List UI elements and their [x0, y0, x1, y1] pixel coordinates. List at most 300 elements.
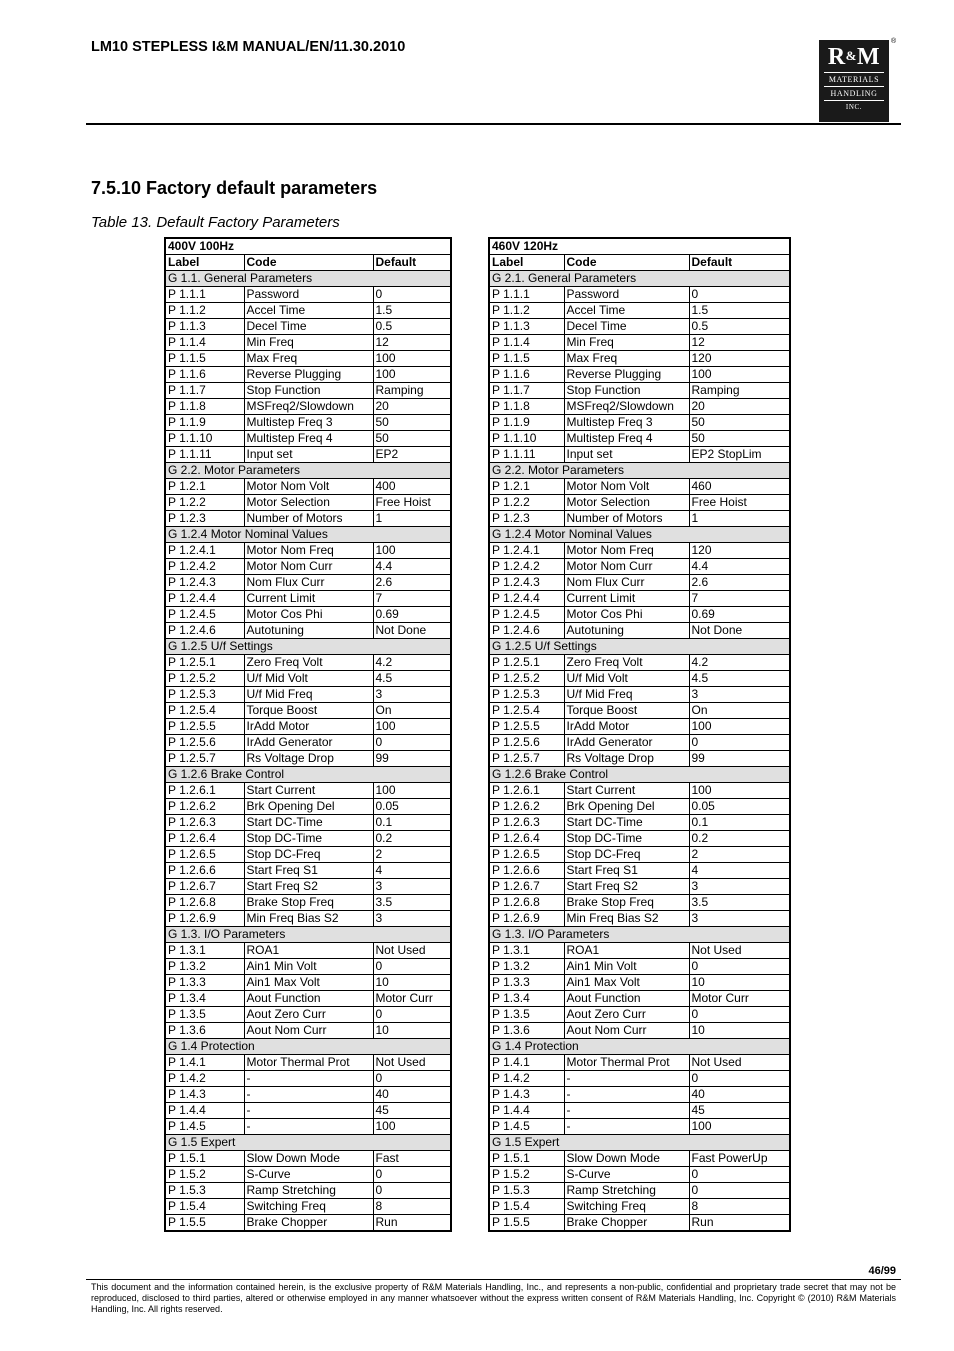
table-row [165, 511, 451, 527]
table-row [489, 1199, 790, 1215]
param-label: P 1.2.5.2 [165, 671, 244, 687]
table-row [489, 655, 790, 671]
table-row [165, 895, 451, 911]
table-row [165, 879, 451, 895]
param-default: 45 [689, 1103, 790, 1119]
table-row [165, 623, 451, 639]
param-code: Motor Nom Curr [244, 559, 373, 575]
param-code: Motor Nom Volt [244, 479, 373, 495]
param-label: P 1.1.2 [165, 303, 244, 319]
table-row [165, 287, 451, 303]
param-default: 1.5 [689, 303, 790, 319]
param-label: P 1.2.3 [489, 511, 564, 527]
param-default: 10 [689, 975, 790, 991]
param-label: P 1.4.1 [489, 1055, 564, 1071]
param-label: P 1.1.10 [165, 431, 244, 447]
param-default: 0 [373, 1183, 451, 1199]
param-code: - [564, 1087, 689, 1103]
param-default: Run [373, 1215, 451, 1232]
param-code: Brake Chopper [564, 1215, 689, 1232]
column-header: Label [165, 255, 244, 271]
table-caption: Table 13. Default Factory Parameters [91, 214, 340, 231]
param-code: Nom Flux Curr [244, 575, 373, 591]
param-label: P 1.2.6.6 [489, 863, 564, 879]
param-code: Motor Thermal Prot [564, 1055, 689, 1071]
param-code: - [564, 1103, 689, 1119]
parameters-table-400v [164, 237, 452, 1232]
table-row [165, 799, 451, 815]
table-header-row [489, 255, 790, 271]
param-default: 10 [373, 1023, 451, 1039]
group-label: G 1.2.5 U/f Settings [489, 639, 790, 655]
param-label: P 1.2.6.2 [489, 799, 564, 815]
param-label: P 1.5.3 [489, 1183, 564, 1199]
table-row [165, 575, 451, 591]
table-row [489, 1023, 790, 1039]
param-label: P 1.3.3 [165, 975, 244, 991]
param-label: P 1.2.6.7 [489, 879, 564, 895]
param-default: 4.4 [689, 559, 790, 575]
table-row [165, 1183, 451, 1199]
param-code: Password [564, 287, 689, 303]
param-code: Min Freq [564, 335, 689, 351]
param-default: On [689, 703, 790, 719]
param-code: Number of Motors [244, 511, 373, 527]
param-default: 100 [689, 367, 790, 383]
table-row [165, 975, 451, 991]
group-label: G 1.5 Expert [489, 1135, 790, 1151]
table-row [489, 559, 790, 575]
param-label: P 1.5.5 [489, 1215, 564, 1232]
param-code: Motor Cos Phi [244, 607, 373, 623]
document-header-title: LM10 STEPLESS I&M MANUAL/EN/11.30.2010 [91, 39, 406, 55]
column-header: Label [489, 255, 564, 271]
param-code: S-Curve [244, 1167, 373, 1183]
param-code: Brake Stop Freq [564, 895, 689, 911]
table-row [489, 879, 790, 895]
param-default: Free Hoist [373, 495, 451, 511]
table-row [165, 1023, 451, 1039]
table-row [165, 415, 451, 431]
param-code: ROA1 [564, 943, 689, 959]
param-label: P 1.2.5.5 [165, 719, 244, 735]
param-label: P 1.1.9 [165, 415, 244, 431]
param-label: P 1.5.4 [489, 1199, 564, 1215]
table-row [489, 783, 790, 799]
registered-mark: ® [891, 38, 897, 45]
table-row [165, 831, 451, 847]
param-code: Stop DC-Time [564, 831, 689, 847]
table-title-row [489, 238, 790, 255]
column-header: Default [689, 255, 790, 271]
param-label: P 1.2.4.6 [165, 623, 244, 639]
table-row [165, 559, 451, 575]
group-row [165, 639, 451, 655]
param-label: P 1.2.5.3 [489, 687, 564, 703]
param-code: Start Freq S1 [244, 863, 373, 879]
param-label: P 1.2.6.4 [165, 831, 244, 847]
table-row [489, 719, 790, 735]
group-label: G 1.4 Protection [489, 1039, 790, 1055]
param-label: P 1.2.4.5 [489, 607, 564, 623]
logo-line-handling: HANDLING [824, 86, 884, 100]
param-default: 100 [689, 719, 790, 735]
param-code: Slow Down Mode [244, 1151, 373, 1167]
param-label: P 1.2.6.8 [165, 895, 244, 911]
param-default: 40 [689, 1087, 790, 1103]
param-default: 20 [689, 399, 790, 415]
param-default: 2 [689, 847, 790, 863]
table-row [165, 319, 451, 335]
param-code: Motor Nom Curr [564, 559, 689, 575]
table-row [165, 911, 451, 927]
param-code: Motor Nom Freq [564, 543, 689, 559]
param-label: P 1.4.4 [489, 1103, 564, 1119]
footer-divider [86, 1279, 901, 1280]
table-row [165, 1071, 451, 1087]
param-code: IrAdd Motor [244, 719, 373, 735]
param-default: 4.4 [373, 559, 451, 575]
param-label: P 1.1.5 [165, 351, 244, 367]
param-label: P 1.3.4 [165, 991, 244, 1007]
table-row [165, 943, 451, 959]
param-default: 0 [689, 735, 790, 751]
param-code: Rs Voltage Drop [244, 751, 373, 767]
param-label: P 1.2.5.7 [165, 751, 244, 767]
table-row [165, 735, 451, 751]
param-default: 20 [373, 399, 451, 415]
param-default: 0 [373, 959, 451, 975]
param-default: 0.1 [373, 815, 451, 831]
param-code: Aout Nom Curr [244, 1023, 373, 1039]
param-code: Torque Boost [564, 703, 689, 719]
table-row [489, 319, 790, 335]
table-row [489, 383, 790, 399]
parameters-table-460v [488, 237, 791, 1232]
table-row [165, 751, 451, 767]
param-code: - [244, 1071, 373, 1087]
param-default: 1 [689, 511, 790, 527]
param-default: Not Used [373, 943, 451, 959]
table-row [489, 751, 790, 767]
param-code: - [564, 1119, 689, 1135]
group-label: G 1.2.4 Motor Nominal Values [165, 527, 451, 543]
param-default: 3 [689, 879, 790, 895]
param-label: P 1.2.6.9 [165, 911, 244, 927]
group-row [165, 1135, 451, 1151]
group-row [165, 271, 451, 287]
table-row [165, 1087, 451, 1103]
table-row [489, 1119, 790, 1135]
group-row [489, 1135, 790, 1151]
param-default: 0.05 [689, 799, 790, 815]
table-title-row [165, 238, 451, 255]
param-default: 45 [373, 1103, 451, 1119]
param-label: P 1.2.6.1 [489, 783, 564, 799]
param-label: P 1.1.11 [165, 447, 244, 463]
param-label: P 1.5.1 [489, 1151, 564, 1167]
param-label: P 1.2.3 [165, 511, 244, 527]
table-row [165, 351, 451, 367]
table-row [165, 1119, 451, 1135]
table-row [489, 431, 790, 447]
table-row [165, 1151, 451, 1167]
param-code: IrAdd Motor [564, 719, 689, 735]
table-row [489, 351, 790, 367]
table-row [489, 447, 790, 463]
param-default: 0 [689, 959, 790, 975]
param-label: P 1.3.5 [489, 1007, 564, 1023]
param-default: 40 [373, 1087, 451, 1103]
param-code: IrAdd Generator [564, 735, 689, 751]
param-default: 0 [373, 1007, 451, 1023]
param-code: Torque Boost [244, 703, 373, 719]
param-code: - [244, 1119, 373, 1135]
param-code: Zero Freq Volt [244, 655, 373, 671]
param-code: Reverse Plugging [244, 367, 373, 383]
table-row [165, 447, 451, 463]
table-row [165, 479, 451, 495]
param-code: Brake Chopper [244, 1215, 373, 1232]
table-row [489, 687, 790, 703]
table-row [489, 863, 790, 879]
param-label: P 1.2.5.6 [165, 735, 244, 751]
param-label: P 1.2.4.2 [489, 559, 564, 575]
logo-line-inc: INC. [824, 100, 884, 114]
table-row [165, 991, 451, 1007]
table-row [489, 1071, 790, 1087]
param-label: P 1.1.1 [165, 287, 244, 303]
table-row [489, 303, 790, 319]
param-default: 50 [689, 431, 790, 447]
logo-line-materials: MATERIALS [824, 72, 884, 86]
group-label: G 2.2. Motor Parameters [165, 463, 451, 479]
param-code: Decel Time [564, 319, 689, 335]
param-default: Not Done [373, 623, 451, 639]
group-row [489, 639, 790, 655]
param-code: Accel Time [244, 303, 373, 319]
param-default: 3 [373, 911, 451, 927]
group-label: G 2.2. Motor Parameters [489, 463, 790, 479]
param-default: Motor Curr [689, 991, 790, 1007]
table-row [165, 543, 451, 559]
param-default: 0 [689, 1071, 790, 1087]
param-label: P 1.5.4 [165, 1199, 244, 1215]
table-row [165, 783, 451, 799]
param-code: Ain1 Min Volt [564, 959, 689, 975]
param-label: P 1.2.6.9 [489, 911, 564, 927]
param-code: - [244, 1087, 373, 1103]
param-default: 8 [689, 1199, 790, 1215]
table-row [165, 1103, 451, 1119]
column-header: Code [564, 255, 689, 271]
param-code: Min Freq Bias S2 [244, 911, 373, 927]
param-default: 10 [373, 975, 451, 991]
param-label: P 1.1.3 [489, 319, 564, 335]
param-code: IrAdd Generator [244, 735, 373, 751]
param-code: Current Limit [564, 591, 689, 607]
param-default: 0.05 [373, 799, 451, 815]
param-label: P 1.1.7 [489, 383, 564, 399]
param-label: P 1.1.10 [489, 431, 564, 447]
param-code: Switching Freq [244, 1199, 373, 1215]
param-code: Stop DC-Freq [244, 847, 373, 863]
param-code: Motor Selection [564, 495, 689, 511]
table-row [165, 303, 451, 319]
param-label: P 1.4.2 [489, 1071, 564, 1087]
param-label: P 1.5.1 [165, 1151, 244, 1167]
param-label: P 1.3.5 [165, 1007, 244, 1023]
param-label: P 1.2.4.6 [489, 623, 564, 639]
param-label: P 1.2.6.8 [489, 895, 564, 911]
table-row [489, 799, 790, 815]
table-row [165, 495, 451, 511]
param-default: 0 [689, 1007, 790, 1023]
param-code: Nom Flux Curr [564, 575, 689, 591]
param-code: Autotuning [564, 623, 689, 639]
param-default: 4 [689, 863, 790, 879]
param-default: 120 [689, 543, 790, 559]
param-label: P 1.1.3 [165, 319, 244, 335]
param-label: P 1.2.1 [165, 479, 244, 495]
param-default: 0 [689, 1183, 790, 1199]
param-default: Not Used [373, 1055, 451, 1071]
param-code: Stop Function [564, 383, 689, 399]
param-default: 0.2 [689, 831, 790, 847]
param-code: U/f Mid Volt [564, 671, 689, 687]
group-row [165, 463, 451, 479]
param-code: Motor Thermal Prot [244, 1055, 373, 1071]
param-label: P 1.2.6.4 [489, 831, 564, 847]
param-code: Aout Nom Curr [564, 1023, 689, 1039]
param-code: Input set [564, 447, 689, 463]
param-code: U/f Mid Freq [564, 687, 689, 703]
param-default: 3 [689, 911, 790, 927]
param-code: Rs Voltage Drop [564, 751, 689, 767]
param-code: Aout Function [244, 991, 373, 1007]
group-label: G 1.2.5 U/f Settings [165, 639, 451, 655]
param-label: P 1.1.8 [489, 399, 564, 415]
param-label: P 1.2.4.1 [165, 543, 244, 559]
group-label: G 1.1. General Parameters [165, 271, 451, 287]
param-code: Input set [244, 447, 373, 463]
table-row [489, 959, 790, 975]
table-row [165, 719, 451, 735]
param-code: Min Freq [244, 335, 373, 351]
param-default: Free Hoist [689, 495, 790, 511]
table-row [165, 1199, 451, 1215]
table-row [489, 495, 790, 511]
param-label: P 1.3.2 [165, 959, 244, 975]
group-row [165, 927, 451, 943]
table-row [165, 671, 451, 687]
param-code: Start Freq S2 [564, 879, 689, 895]
param-code: Stop DC-Time [244, 831, 373, 847]
param-default: 4.5 [689, 671, 790, 687]
param-code: Stop DC-Freq [564, 847, 689, 863]
param-label: P 1.2.5.1 [165, 655, 244, 671]
table-row [165, 687, 451, 703]
param-label: P 1.3.6 [165, 1023, 244, 1039]
param-code: - [564, 1071, 689, 1087]
param-code: Ain1 Max Volt [564, 975, 689, 991]
param-code: Zero Freq Volt [564, 655, 689, 671]
param-default: 3 [373, 687, 451, 703]
param-code: Switching Freq [564, 1199, 689, 1215]
param-default: 2.6 [373, 575, 451, 591]
table-row [489, 671, 790, 687]
param-default: EP2 [373, 447, 451, 463]
table-row [489, 623, 790, 639]
param-default: 2.6 [689, 575, 790, 591]
group-row [489, 463, 790, 479]
param-label: P 1.2.5.1 [489, 655, 564, 671]
table-row [489, 1151, 790, 1167]
param-default: 100 [373, 783, 451, 799]
param-code: - [244, 1103, 373, 1119]
param-label: P 1.2.6.3 [165, 815, 244, 831]
param-code: Start Current [564, 783, 689, 799]
table-title: 460V 120Hz [489, 238, 790, 255]
param-default: 4 [373, 863, 451, 879]
param-label: P 1.3.4 [489, 991, 564, 1007]
param-default: 0.5 [689, 319, 790, 335]
param-label: P 1.2.1 [489, 479, 564, 495]
param-code: Multistep Freq 3 [564, 415, 689, 431]
table-row [165, 399, 451, 415]
param-code: U/f Mid Volt [244, 671, 373, 687]
param-default: 1 [373, 511, 451, 527]
param-default: Motor Curr [373, 991, 451, 1007]
param-label: P 1.2.6.5 [489, 847, 564, 863]
param-code: Motor Nom Volt [564, 479, 689, 495]
param-label: P 1.3.2 [489, 959, 564, 975]
param-label: P 1.4.3 [165, 1087, 244, 1103]
param-default: 12 [373, 335, 451, 351]
param-label: P 1.2.2 [489, 495, 564, 511]
param-default: 0 [689, 287, 790, 303]
group-label: G 1.4 Protection [165, 1039, 451, 1055]
param-label: P 1.4.5 [165, 1119, 244, 1135]
param-code: Autotuning [244, 623, 373, 639]
param-default: 120 [689, 351, 790, 367]
param-default: 100 [373, 351, 451, 367]
param-default: 4.2 [689, 655, 790, 671]
param-label: P 1.1.4 [489, 335, 564, 351]
param-default: 3 [689, 687, 790, 703]
param-code: S-Curve [564, 1167, 689, 1183]
table-row [489, 479, 790, 495]
param-label: P 1.2.6.3 [489, 815, 564, 831]
param-label: P 1.5.2 [165, 1167, 244, 1183]
param-code: U/f Mid Freq [244, 687, 373, 703]
table-row [489, 415, 790, 431]
group-label: G 1.5 Expert [165, 1135, 451, 1151]
group-label: G 1.2.6 Brake Control [489, 767, 790, 783]
param-label: P 1.1.6 [165, 367, 244, 383]
param-label: P 1.2.5.4 [165, 703, 244, 719]
param-label: P 1.2.6.1 [165, 783, 244, 799]
param-default: 50 [373, 415, 451, 431]
param-code: Brake Stop Freq [244, 895, 373, 911]
param-label: P 1.2.4.3 [165, 575, 244, 591]
param-label: P 1.1.11 [489, 447, 564, 463]
param-default: 2 [373, 847, 451, 863]
param-label: P 1.3.1 [489, 943, 564, 959]
param-default: 0 [373, 1071, 451, 1087]
param-code: Ain1 Max Volt [244, 975, 373, 991]
param-label: P 1.2.6.2 [165, 799, 244, 815]
